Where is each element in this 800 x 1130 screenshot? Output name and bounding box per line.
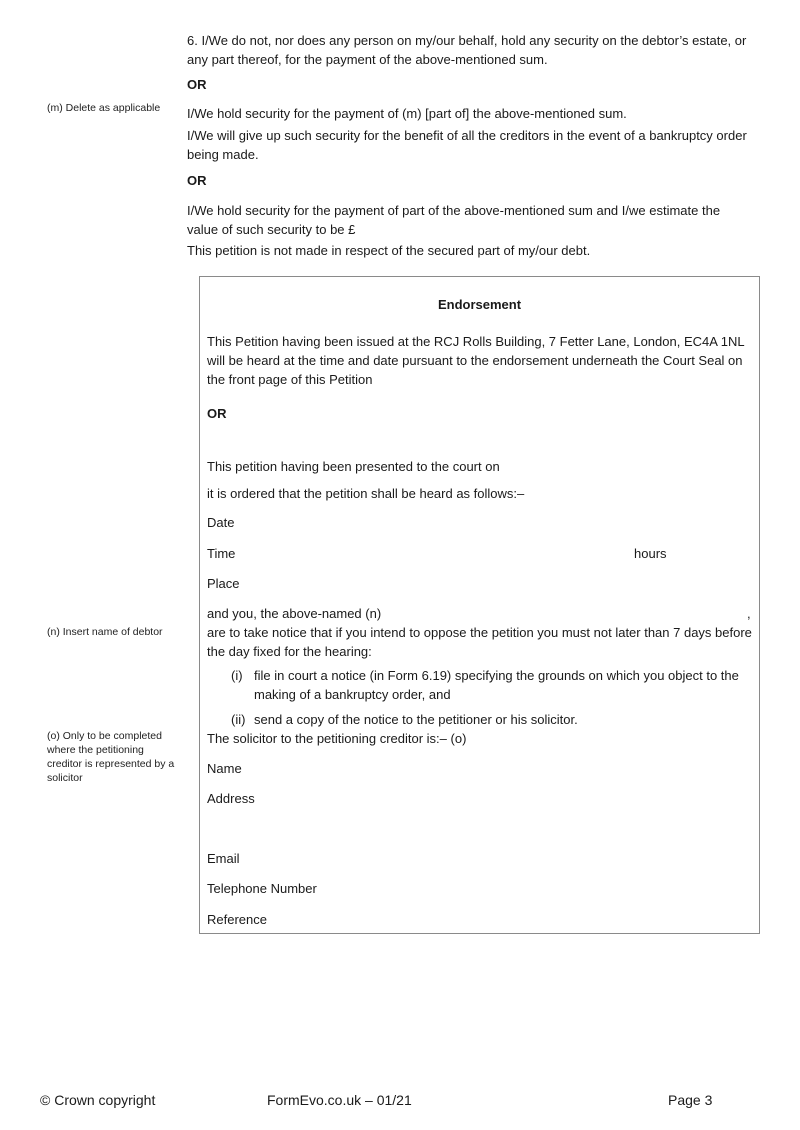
presented-text: This petition having been presented to the court on bbox=[207, 459, 500, 474]
margin-note-o: (o) Only to be completed where the petitioning creditor is represented by a solicitor bbox=[47, 730, 175, 784]
email-label: Email bbox=[207, 851, 240, 866]
date-label: Date bbox=[207, 515, 235, 530]
hours-label: hours bbox=[634, 546, 667, 561]
solicitor-text: The solicitor to the petitioning creditor is:– (o) bbox=[207, 731, 467, 746]
place-label: Place bbox=[207, 576, 240, 591]
notice-text: are to take notice that if you intend to oppose the petition you must not later than 7 days before the day fixed for the hearing: bbox=[207, 625, 752, 659]
above-named-text: and you, the above-named (n) bbox=[207, 606, 382, 621]
footer-page-number: Page 3 bbox=[668, 1092, 713, 1108]
reference-label: Reference bbox=[207, 912, 267, 927]
endorsement-title: Endorsement bbox=[437, 297, 522, 312]
above-named-comma: , bbox=[747, 606, 751, 621]
security-paragraph-2b: I/We will give up such security for the benefit of all the creditors in the event of a bankruptcy order being made. bbox=[187, 128, 747, 162]
item-1-text: file in court a notice (in Form 6.19) specifying the grounds on which you object to the making of a bankruptcy order, and bbox=[254, 668, 739, 702]
endorsement-or: OR bbox=[207, 406, 227, 421]
margin-note-m: (m) Delete as applicable bbox=[47, 102, 161, 114]
endorsement-paragraph-1: This Petition having been issued at the RCJ Rolls Building, 7 Fetter Lane, London, EC4A 1NL will be heard at the time and date pursuant to the endorsement underneath the Court Seal on the front page of this Petition bbox=[207, 334, 745, 387]
name-label: Name bbox=[207, 761, 242, 776]
telephone-label: Telephone Number bbox=[207, 881, 317, 896]
security-paragraph-3a: I/We hold security for the payment of part of the above-mentioned sum and I/we estimate the value of such security to be £ bbox=[187, 203, 721, 237]
address-label: Address bbox=[207, 791, 255, 806]
margin-note-n: (n) Insert name of debtor bbox=[47, 626, 163, 638]
security-paragraph-3b: This petition is not made in respect of the secured part of my/our debt. bbox=[187, 243, 591, 258]
or-separator-1: OR bbox=[187, 77, 207, 92]
item-2-number: (ii) bbox=[231, 712, 246, 727]
item-2-text: send a copy of the notice to the petitioner or his solicitor. bbox=[254, 712, 578, 727]
security-paragraph-2a: I/We hold security for the payment of (m) [part of] the above-mentioned sum. bbox=[187, 106, 627, 121]
or-separator-2: OR bbox=[187, 173, 207, 188]
security-paragraph-1: 6. I/We do not, nor does any person on my/our behalf, hold any security on the debtor’s estate, or any part thereof, for the payment of the above-mentioned sum. bbox=[187, 33, 747, 67]
ordered-text: it is ordered that the petition shall be heard as follows:– bbox=[207, 486, 525, 501]
time-label: Time bbox=[207, 546, 236, 561]
footer-copyright: © Crown copyright bbox=[40, 1092, 156, 1108]
item-1-number: (i) bbox=[231, 668, 243, 683]
footer-source: FormEvo.co.uk – 01/21 bbox=[267, 1092, 412, 1108]
